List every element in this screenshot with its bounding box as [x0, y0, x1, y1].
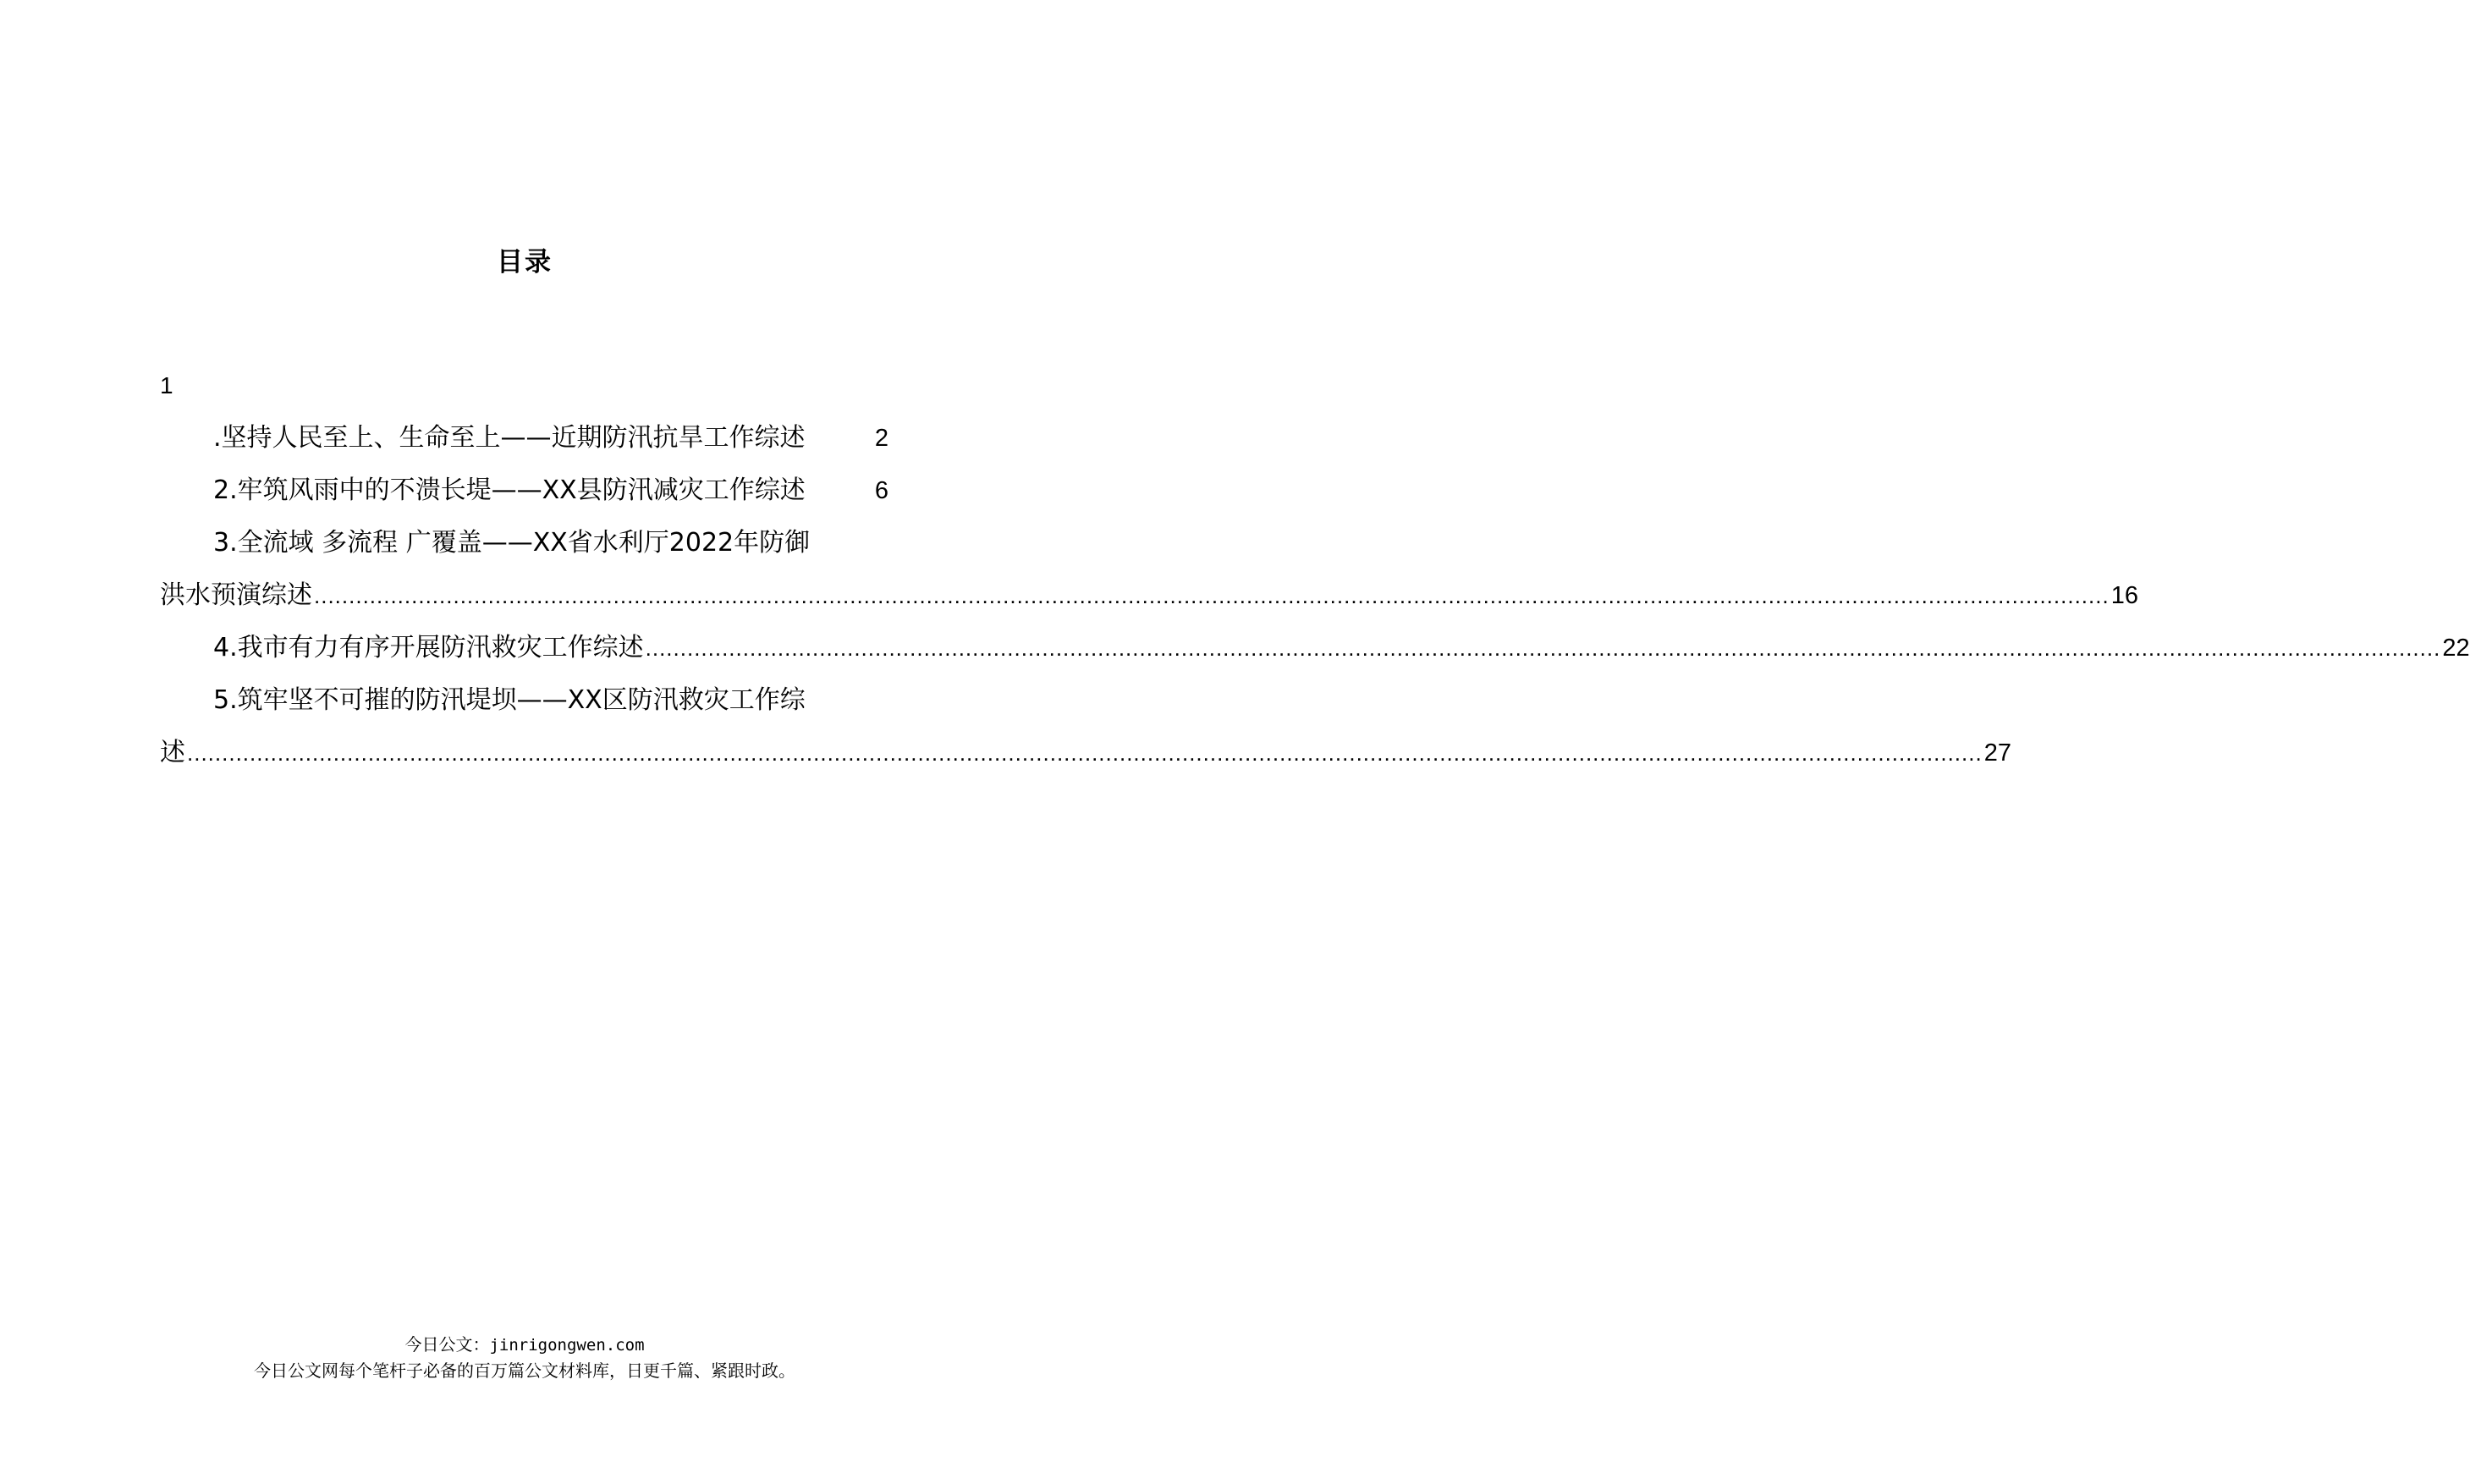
toc-dot-leader: [314, 569, 2110, 622]
toc-entry-1[interactable]: [160, 412, 888, 464]
toc-dot-leader: [187, 727, 1983, 779]
toc-entry-title: 3.全流域 多流程 广覆盖——XX省水利厅2022年防御: [213, 528, 811, 558]
toc-entry-title: .坚持人民至上、生命至上——近期防汛抗旱工作综述: [213, 423, 806, 453]
toc-entry-page: 27: [1983, 739, 2011, 767]
toc-entry-title-continued: 述: [160, 738, 185, 767]
toc-entry-5[interactable]: [160, 674, 2011, 779]
footer-site-line: [0, 1332, 1049, 1358]
toc-entry-page: 16: [2110, 582, 2138, 609]
footer-slogan: 今日公文网每个笔杆子必备的百万篇公文材料库，日更千篇、紧跟时政。: [254, 1360, 795, 1381]
toc-dot-leader: [646, 622, 2441, 674]
toc-entry-page: 22: [2442, 635, 2470, 662]
footer-site-label: 今日公文：: [404, 1334, 490, 1355]
toc-marker: 1: [160, 372, 173, 398]
page-footer: [0, 1332, 1049, 1383]
toc-entry-page: 2: [874, 425, 888, 452]
toc-entry-4[interactable]: [160, 622, 2470, 674]
toc-entry-page: 6: [874, 477, 888, 504]
toc-entry-title-continued: 洪水预演综述: [160, 580, 312, 610]
toc-entry-line: [160, 569, 2138, 622]
page-title: 目录: [497, 247, 553, 278]
toc-entry-title: 2.牢筑风雨中的不溃长堤——XX县防汛减灾工作综述: [213, 475, 806, 505]
toc-entry-title: 5.筑牢坚不可摧的防汛堤坝——XX区防汛救灾工作综: [213, 685, 806, 715]
table-of-contents: [160, 360, 2470, 779]
toc-entry-line: [160, 517, 888, 569]
toc-entry-line: [160, 727, 2011, 779]
toc-entry-3[interactable]: [160, 517, 2138, 622]
footer-site-url[interactable]: jinrigongwen.com: [489, 1336, 645, 1355]
toc-entry-title: 4.我市有力有序开展防汛救灾工作综述: [213, 633, 644, 662]
toc-entry-2[interactable]: [160, 464, 888, 517]
toc-entry-line: [160, 674, 888, 727]
